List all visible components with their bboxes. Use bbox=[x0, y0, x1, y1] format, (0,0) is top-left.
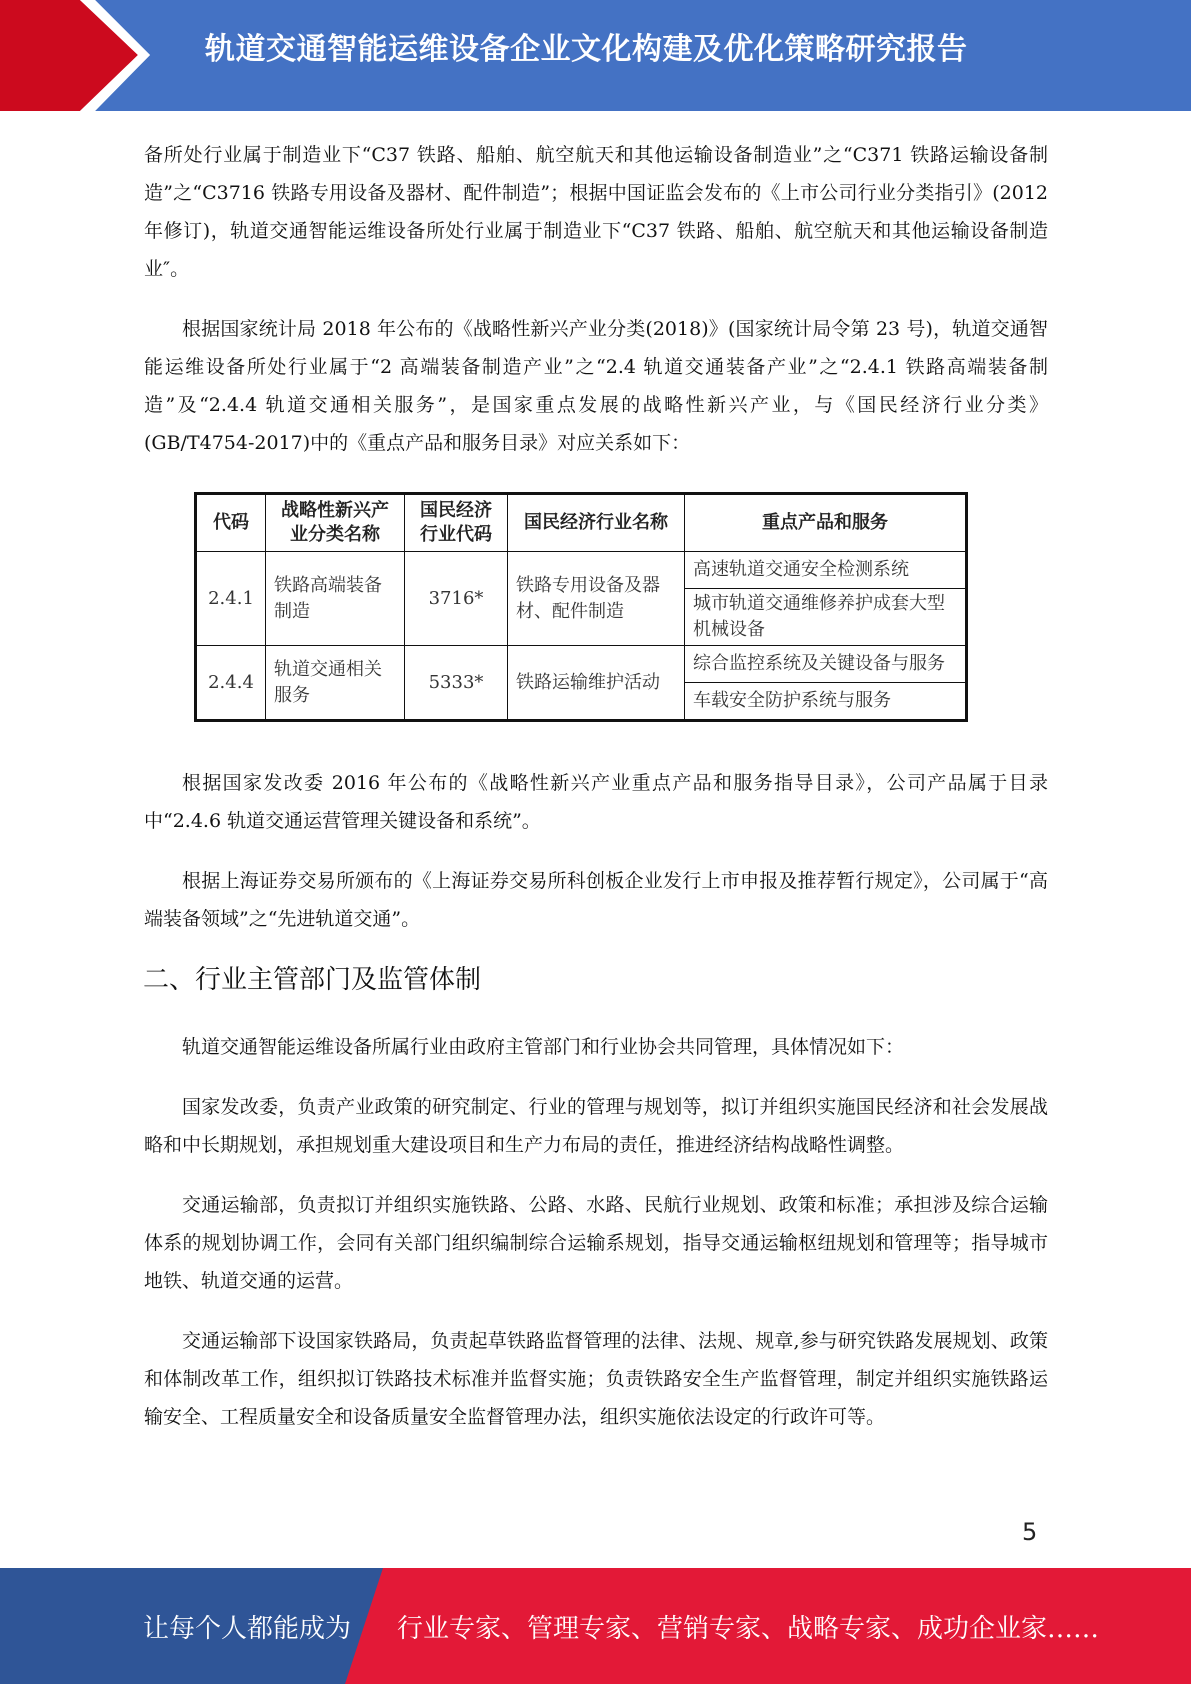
paragraph-sse-star-market: 根据上海证券交易所颁布的《上海证券交易所科创板企业发行上市申报及推荐暂行规定》，公司属于“高端装备领域”之“先进轨道交通”。 bbox=[144, 870, 1048, 930]
main-content bbox=[144, 136, 1048, 1458]
header-category-name: 战略性新兴产业分类名称 bbox=[266, 494, 405, 552]
table-row bbox=[196, 646, 967, 683]
page-header bbox=[0, 0, 1191, 111]
cell-category-name: 轨道交通相关服务 bbox=[266, 646, 405, 721]
header-key-products: 重点产品和服务 bbox=[685, 494, 967, 552]
document-title: 轨道交通智能运维设备企业文化构建及优化策略研究报告 bbox=[205, 32, 968, 67]
table-header-row bbox=[196, 494, 967, 552]
cell-code: 2.4.4 bbox=[196, 646, 266, 721]
cell-industry-code: 5333* bbox=[405, 646, 508, 721]
paragraph-ndrc-catalog: 根据国家发改委 2016 年公布的《战略性新兴产业重点产品和服务指导目录》，公司产品属于目录中“2.4.6 轨道交通运营管理关键设备和系统”。 bbox=[144, 772, 1048, 832]
classification-table-wrapper bbox=[194, 492, 1048, 722]
header-industry-name: 国民经济行业名称 bbox=[508, 494, 685, 552]
cell-product: 车载安全防护系统与服务 bbox=[685, 683, 967, 721]
header-industry-code: 国民经济行业代码 bbox=[405, 494, 508, 552]
footer-slogan-right: 行业专家、管理专家、营销专家、战略专家、成功企业家…… bbox=[397, 1614, 1100, 1644]
paragraph-ministry-transport: 交通运输部，负责拟订并组织实施铁路、公路、水路、民航行业规划、政策和标准；承担涉及综合运输体系的规划协调工作，会同有关部门组织编制综合运输系规划，指导交通运输枢纽规划和管理等；指导城市地铁、轨道交通的运营。 bbox=[144, 1194, 1048, 1292]
cell-industry-code: 3716* bbox=[405, 552, 508, 646]
cell-industry-name: 铁路运输维护活动 bbox=[508, 646, 685, 721]
cell-industry-name: 铁路专用设备及器材、配件制造 bbox=[508, 552, 685, 646]
page-footer bbox=[0, 1568, 1191, 1684]
header-code: 代码 bbox=[196, 494, 266, 552]
cell-code: 2.4.1 bbox=[196, 552, 266, 646]
table-row bbox=[196, 552, 967, 589]
classification-table bbox=[194, 492, 968, 722]
paragraph-strategic-industry: 根据国家统计局 2018 年公布的《战略性新兴产业分类(2018)》(国家统计局令第 23 号)，轨道交通智能运维设备所处行业属于“2 高端装备制造产业”之“2.4 轨道交通装备产业”之“2.4.1 铁路高端装备制造”及“2.4.4 轨道交通相关服务”，是国家重点发展的战略性新兴产业，与《国民经济行业分类》(GB/T4754-2017)中的《重点产品和服务目录》对应关系如下： bbox=[144, 318, 1048, 454]
footer-slogan-left: 让每个人都能成为 bbox=[143, 1614, 352, 1644]
paragraph-ndrc: 国家发改委，负责产业政策的研究制定、行业的管理与规划等，拟订并组织实施国民经济和社会发展战略和中长期规划，承担规划重大建设项目和生产力布局的责任，推进经济结构战略性调整。 bbox=[144, 1096, 1048, 1156]
cell-category-name: 铁路高端装备制造 bbox=[266, 552, 405, 646]
cell-product: 高速轨道交通安全检测系统 bbox=[685, 552, 967, 589]
cell-product: 综合监控系统及关键设备与服务 bbox=[685, 646, 967, 683]
paragraph-railway-administration: 交通运输部下设国家铁路局，负责起草铁路监督管理的法律、法规、规章,参与研究铁路发展规划、政策和体制改革工作，组织拟订铁路技术标准并监督实施；负责铁路安全生产监督管理，制定并组织实施铁路运输安全、工程质量安全和设备质量安全监督管理办法，组织实施依法设定的行政许可等。 bbox=[144, 1330, 1048, 1428]
paragraph-industry-classification: 备所处行业属于制造业下“C37 铁路、船舶、航空航天和其他运输设备制造业”之“C371 铁路运输设备制造”之“C3716 铁路专用设备及器材、配件制造”；根据中国证监会发布的《上市公司行业分类指引》(2012 年修订)，轨道交通智能运维设备所处行业属于制造业下“C37 铁路、船舶、航空航天和其他运输设备制造业″。 bbox=[144, 144, 1048, 280]
paragraph-regulation-intro: 轨道交通智能运维设备所属行业由政府主管部门和行业协会共同管理，具体情况如下： bbox=[182, 1036, 905, 1058]
page-number: 5 bbox=[1022, 1518, 1038, 1546]
section-heading: 二、行业主管部门及监管体制 bbox=[143, 965, 482, 995]
cell-product: 城市轨道交通维修养护成套大型机械设备 bbox=[685, 589, 967, 646]
